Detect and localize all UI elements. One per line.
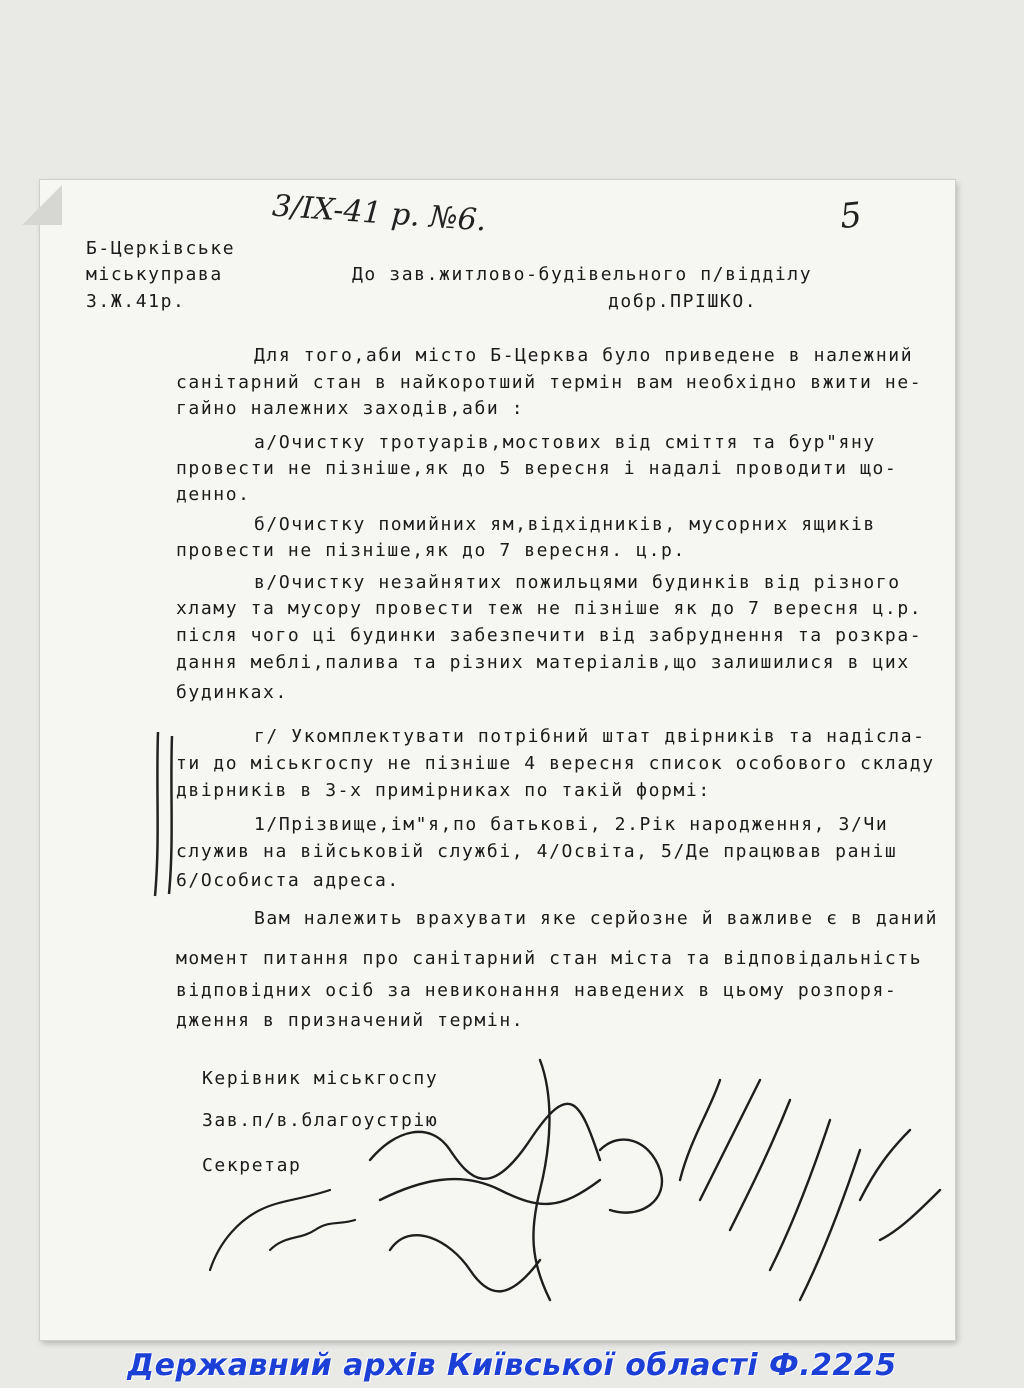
- body-line: ти до міськгоспу не пізніше 4 вересня список особового складу: [176, 753, 935, 774]
- body-line: санітарний стан в найкоротший термін вам необхідно вжити не-: [176, 372, 923, 393]
- org-line: Б-Церківське: [86, 238, 236, 259]
- body-line: а/Очистку тротуарів,мостових від сміття та бур"яну: [254, 432, 876, 453]
- handwritten-left-signature: [200, 1180, 360, 1290]
- body-line: денно.: [176, 484, 251, 505]
- body-line: 6/Особиста адреса.: [176, 870, 400, 891]
- body-line: гайно належних заходів,аби :: [176, 398, 525, 419]
- body-line: служив на військовій службі, 4/Освіта, 5/Де працював раніш: [176, 841, 898, 862]
- org-date: 3.Ж.41р.: [86, 291, 186, 312]
- body-line: Вам належить врахувати яке серйозне й важливе є в даний: [254, 908, 939, 929]
- body-line: в/Очистку незайнятих пожильцями будинків від різного: [254, 572, 901, 593]
- signature-role: Зав.п/в.благоустрію: [202, 1110, 439, 1131]
- archive-footer-label: Державний архів Київської області Ф.2225: [127, 1348, 897, 1383]
- body-line: дання меблі,палива та різних матеріалів,що залишилися в цих: [176, 652, 910, 673]
- org-line: міськуправа: [86, 264, 223, 285]
- body-line: провести не пізніше,як до 5 вересня і надалі проводити що-: [176, 458, 898, 479]
- addressee-name: добр.ПРІШКО.: [608, 291, 758, 312]
- body-line: 1/Прізвище,ім"я,по батькові, 2.Рік народження, 3/Чи: [254, 814, 889, 835]
- body-line: б/Очистку помийних ям,відхідників, мусорних ящиків: [254, 514, 876, 535]
- body-line: момент питання про санітарний стан міста та відповідальність: [176, 948, 923, 969]
- signature-role: Секретар: [202, 1155, 302, 1176]
- body-line: відповідних осіб за невиконання наведених в цьому розпоря-: [176, 980, 898, 1001]
- handwritten-corner-mark: 5: [837, 194, 864, 238]
- margin-emphasis-lines: [152, 730, 178, 898]
- body-line: провести не пізніше,як до 7 вересня. ц.р.: [176, 540, 686, 561]
- body-line: хламу та мусору провести теж не пізніше як до 7 вересня ц.р.: [176, 598, 923, 619]
- body-line: Для того,аби місто Б-Церква було приведене в належний: [254, 345, 914, 366]
- handwritten-registration-number: 3/IX-41 р. №6.: [271, 188, 488, 239]
- body-line: г/ Укомплектувати потрібний штат двірників та надісла-: [254, 726, 926, 747]
- folded-corner: [22, 185, 62, 225]
- handwritten-signatures: [300, 1040, 950, 1340]
- body-line: після чого ці будинки забезпечити від забруднення та розкра-: [176, 625, 923, 646]
- body-line: будинках.: [176, 682, 288, 703]
- body-line: дження в призначений термін.: [176, 1010, 525, 1031]
- addressee-line: До зав.житлово-будівельного п/відділу: [352, 264, 813, 285]
- body-line: двірників в 3-х примірниках по такій формі:: [176, 780, 711, 801]
- signature-role: Керівник міськгоспу: [202, 1068, 439, 1089]
